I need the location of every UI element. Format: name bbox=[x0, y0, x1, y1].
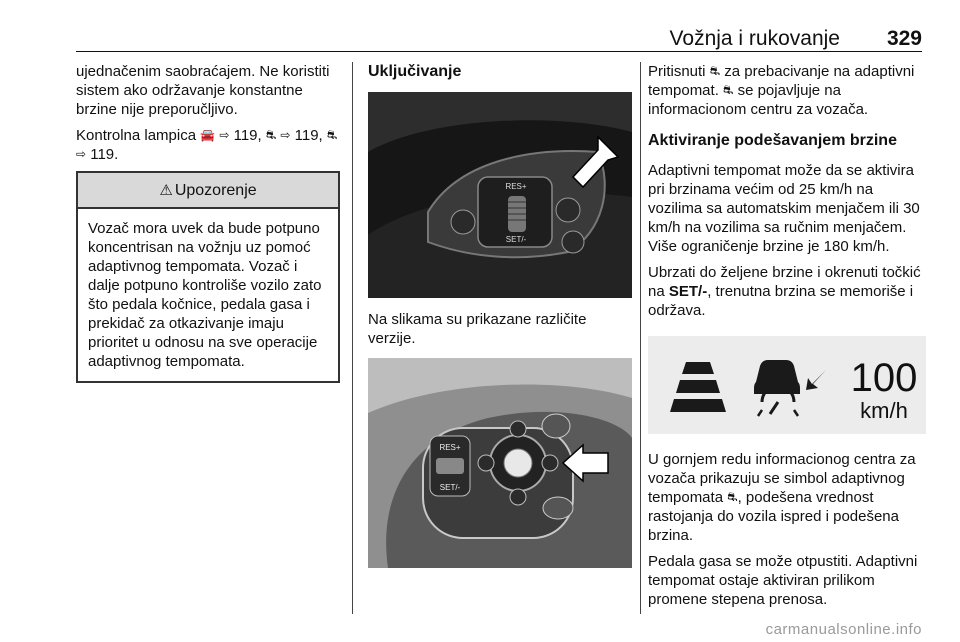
section-heading-activation: Uključivanje bbox=[368, 63, 462, 80]
para4-text-a: U gornjem redu informacionog centra za vozača prikazuju se simbol adaptivnog tempomata bbox=[648, 451, 916, 506]
steering-wheel-illustration-2 bbox=[368, 358, 632, 568]
reference-page-2[interactable]: 119, bbox=[294, 127, 323, 144]
paragraph-release-pedal: Pedala gasa se može otpustiti. Adaptivni tempomat ostaje aktiviran prilikom promene stepena prenosa. bbox=[648, 553, 918, 608]
para1-text-a: Pritisnuti bbox=[648, 63, 706, 80]
warning-header bbox=[78, 173, 338, 209]
paragraph-switch-mode bbox=[648, 62, 930, 119]
paragraph-display-info bbox=[648, 450, 930, 545]
speed-unit: km/h bbox=[860, 398, 908, 423]
para1-text-b: za prebacivanje na adaptivni tempomat. bbox=[648, 63, 915, 99]
para4-text-b: , podešena vrednost rastojanja do vozila ispred i podešena brzina. bbox=[648, 489, 899, 544]
photo-caption: Na slikama su prikazane različite verzije. bbox=[368, 311, 587, 347]
warning-title: Upozorenje bbox=[174, 181, 257, 199]
reference-prefix: Kontrolna lampica bbox=[76, 127, 197, 144]
header-rule bbox=[76, 51, 922, 52]
steering-wheel-photo-1 bbox=[368, 92, 632, 298]
column-divider-1 bbox=[352, 62, 353, 614]
set-button-label: SET/- bbox=[668, 283, 708, 300]
page-reference-icon[interactable]: ⇨ bbox=[219, 128, 230, 142]
steering-wheel-illustration-1 bbox=[368, 92, 632, 298]
para3-text-b: , trenutna brzina se memoriše i održava. bbox=[648, 283, 914, 319]
photo1-res-label: RES+ bbox=[505, 182, 527, 191]
paragraph-set-speed bbox=[648, 263, 930, 320]
cluster-graphic bbox=[648, 336, 926, 434]
chapter-title: Vožnja i rukovanje bbox=[669, 27, 840, 50]
reference-page-3[interactable]: 119. bbox=[90, 146, 119, 163]
adaptive-cruise-icon: ⛐ bbox=[326, 128, 338, 142]
site-watermark: carmanualsonline.info bbox=[765, 621, 922, 638]
column-divider-2 bbox=[640, 62, 641, 614]
instrument-cluster-display bbox=[648, 336, 926, 434]
photo1-set-label: SET/- bbox=[505, 235, 527, 244]
photo2-set-label: SET/- bbox=[439, 483, 461, 492]
reference-paragraph bbox=[76, 126, 340, 164]
warning-box bbox=[76, 171, 340, 383]
adaptive-cruise-icon: ⛐ bbox=[709, 64, 721, 78]
para3-text-a: Ubrzati do željene brzine i okrenuti točkić na bbox=[648, 264, 921, 300]
reference-page-1[interactable]: 119, bbox=[233, 127, 262, 144]
column-right bbox=[648, 62, 930, 616]
page-reference-icon[interactable]: ⇨ bbox=[280, 128, 291, 142]
column-left bbox=[76, 62, 340, 383]
cruise-control-icon: ⛐ bbox=[265, 128, 277, 142]
set-speed-value: 100 bbox=[850, 356, 918, 400]
section-heading-speed-setting: Aktiviranje podešavanjem brzine bbox=[648, 132, 897, 149]
column-middle bbox=[368, 62, 634, 568]
paragraph-speed-range: Adaptivni tempomat može da se aktivira pri brzinama većim od 25 km/h na vozilima sa automatskim menjačem ili 30 km/h na vozilima sa ručnim menjačem. Više ograničenje brzine je 180 km/h. bbox=[648, 162, 920, 255]
page-reference-icon[interactable]: ⇨ bbox=[76, 147, 87, 161]
para1-text-c: se pojavljuje na informacionom centru za vozača. bbox=[648, 82, 869, 118]
page-header bbox=[0, 0, 960, 60]
adaptive-cruise-icon: ⛐ bbox=[723, 83, 734, 97]
page-number: 329 bbox=[886, 27, 922, 50]
intro-paragraph: ujednačenim saobraćajem. Ne koristiti sistem ako održavanje konstantne brzine nije preporučljivo. bbox=[76, 63, 330, 118]
photo2-res-label: RES+ bbox=[439, 443, 461, 452]
warning-text: Vozač mora uvek da bude potpuno koncentrisan na vožnju uz pomoć adaptivnog tempomata. Vozač i dalje potpuno kontroliše vozilo zato što pedala kočnice, pedala gasa i prekidač za otkazivanje imaju prioritet u odnosu na sve operacije adaptivnog tempomata. bbox=[88, 220, 322, 370]
car-warning-icon: 🚘 bbox=[200, 128, 216, 142]
steering-wheel-photo-2 bbox=[368, 358, 632, 568]
adaptive-cruise-icon: ⛐ bbox=[727, 490, 738, 504]
warning-triangle-icon: ⚠ bbox=[159, 181, 173, 199]
